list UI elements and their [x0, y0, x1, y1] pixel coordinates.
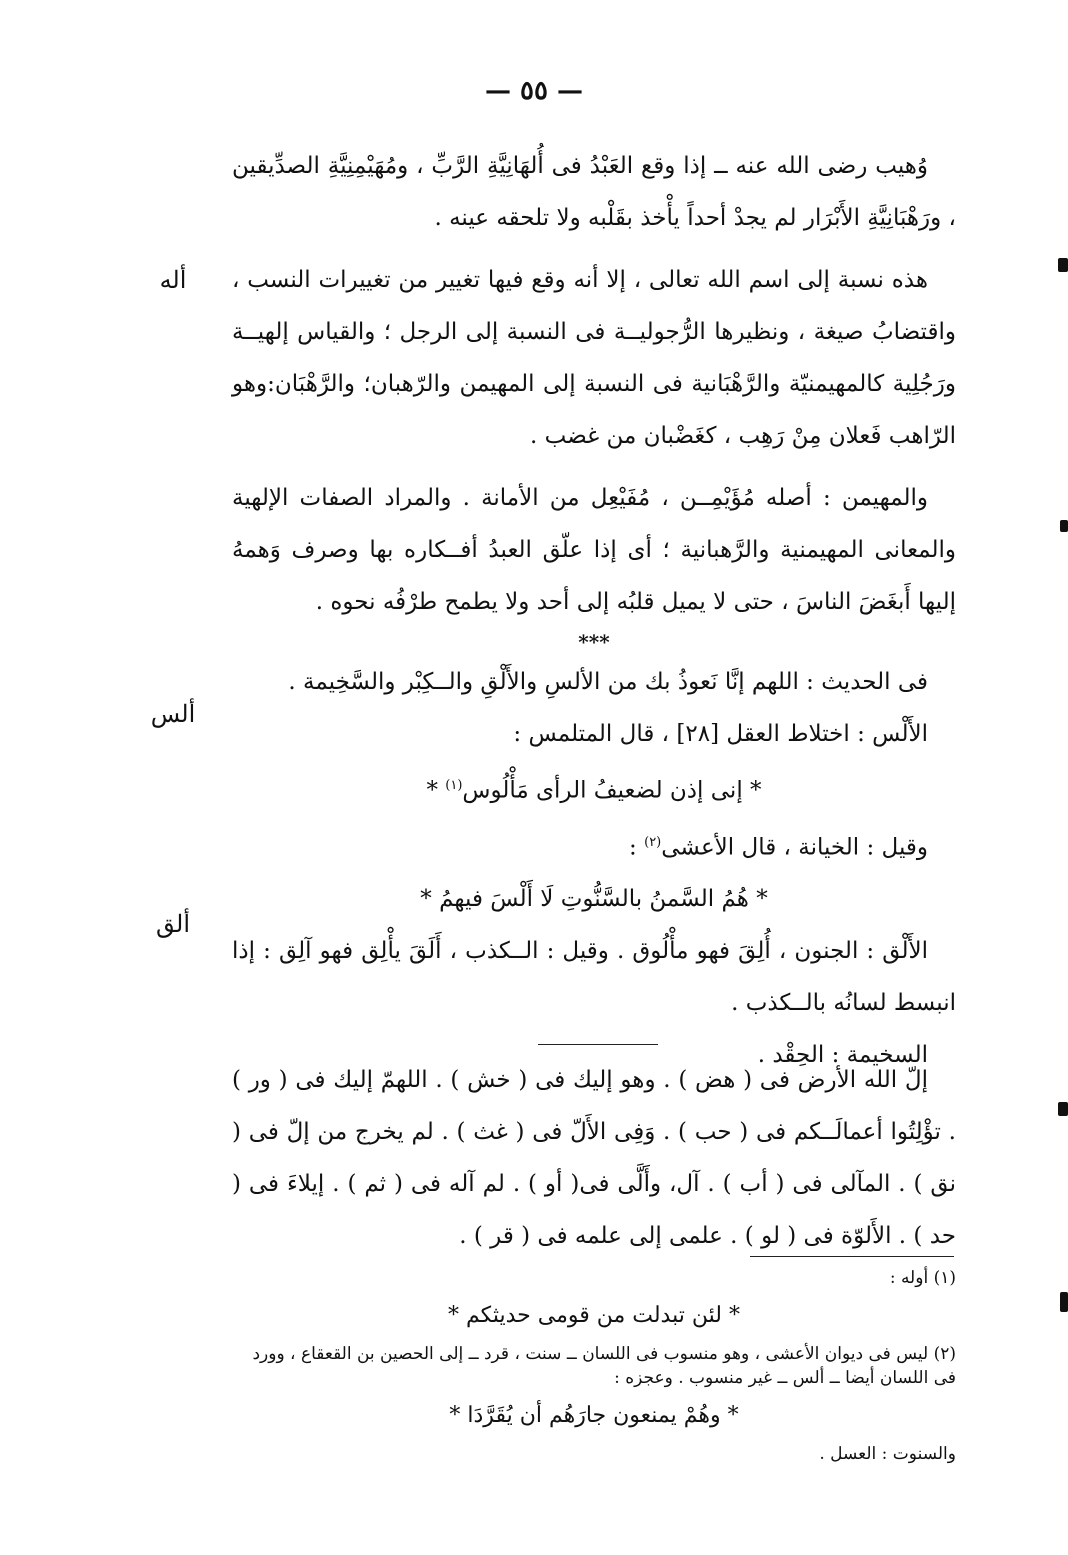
paragraph-sakhima: السخيمة : الحِقْد .: [757, 1042, 928, 1069]
paragraph-end: :: [629, 834, 645, 861]
paragraph-wuhayb: وُهيب رضى الله عنه ــ إذا وقع العَبْدُ فى أُلهَانِيَّةِ الرَّبِّ ، ومُهَيْمِنِيَّةِ الصدِّيقين ، ورَهْبَانِيَّةِ الأَبْرَار لم يجدْ أحداً يأْخذ بقَلْبه ولا تلحقه عينه .: [232, 153, 956, 231]
footnote-divider: [750, 1256, 954, 1257]
margin-keyword-alaq: ألق: [156, 910, 190, 938]
footnotes: [232, 1266, 956, 1466]
footnote-ref-2: (٢): [644, 834, 662, 850]
page-number: — ٥٥ —: [484, 76, 584, 106]
scan-edge-mark: [1060, 1292, 1068, 1312]
margin-keyword-alih: أله: [159, 266, 187, 294]
verse-asha: * هُمُ السَّمنُ بالسَّنُّوتِ لَا أَلْسَ فيهمُ *: [420, 886, 768, 913]
paragraph-alas-khiyana: [232, 817, 956, 874]
section-separator: ***: [578, 630, 610, 654]
footnote-1-verse: * لئن تبدلت من قومى حديثكم *: [448, 1303, 740, 1328]
footnote-1-label: (١) أوله :: [889, 1268, 956, 1288]
verse-end: *: [426, 777, 446, 804]
paragraph-alaq-definition: الأَلْق : الجنون ، أُلِقَ فهو مأْلُوق . وقيل : الــكذب ، أَلَقَ يأْلِق فهو آلِق : إذا انبسط لسانُه بالــكذب .: [232, 938, 956, 1017]
paragraph-alas-definition: الأَلْس : اختلاط العقل [٢٨] ، قال المتلمس :: [513, 721, 928, 747]
scan-edge-mark: [1058, 1102, 1068, 1116]
margin-keyword-alas: ألس: [150, 700, 196, 728]
footnote-2-text: (٢) ليس فى ديوان الأعشى ، وهو منسوب فى اللسان ــ سنت ، قرد ــ إلى الحصين بن القعقاع ، وورد فى اللسان أيضا ــ ألس ــ غير منسوب . وعجزه :: [252, 1344, 956, 1388]
scan-edge-mark: [1058, 258, 1068, 272]
paragraph-hadith: فى الحديث : اللهم إنَّا نَعوذُ بك من الألسِ والأَلْقِ والــكِبْر والسَّخِيمة .: [288, 669, 928, 695]
main-text: [232, 140, 956, 1081]
cross-references: [232, 1054, 956, 1262]
paragraph-alih-definition: هذه نسبة إلى اسم الله تعالى ، إلا أنه وقع فيها تغيير من تغييرات النسب ، واقتضابُ صيغة ، ونظيرها الرُّجوليــة فى النسبة إلى الرجل ؛ والقياس إلهيــة ورَجُلِية كالمهيمنيّة والرَّهْبَانية فى النسبة إلى المهيمن والرّهبان؛ والرَّهْبَان:وهو الرّاهب فَعلان مِنْ رَهِب ، كغَضْبان من غضب .: [232, 267, 956, 449]
paragraph-muhaymin: والمهيمن : أصله مُؤَيْمِــن ، مُفَيْعِل من الأمانة . والمراد الصفات الإلهية والمعانى المهيمنية والرَّهبانية ؛ أى إذا علّق العبدُ أفــكاره بها وصرف وَهمهُ إليها أَبغَضَ الناسَ ، حتى لا يميل قلبُه إلى أحد ولا يطمح طرْفُه نحوه .: [232, 485, 956, 615]
verse-text: * إنى إذن لضعيفُ الرأى مَأْلُوس: [462, 777, 762, 804]
footnote-2-verse: * وهُمْ يمنعون جارَهُم أن يُقَرَّدَا *: [449, 1403, 739, 1428]
footnote-ref-1: (١): [445, 778, 463, 793]
paragraph-text: وقيل : الخيانة ، قال الأعشى: [661, 834, 928, 861]
scan-edge-mark: [1060, 520, 1068, 532]
cross-ref-paragraph: إلّ الله الأرض فى ( هض ) . وهو إليك فى ( خش ) . اللهمّ إليك فى ( ور ) . تؤْلِتُوا أعمالَــكم فى ( حب ) . وَفِى الأَلّ فى ( غث ) . لم يخرج من إلّ فى ( نق ) . المآلى فى ( أب ) . آل، وأَلَّى فى( أو ) . لم آله فى ( ثم ) . إيلاءَ فى ( حد ) . الأَلوّة فى ( لو ) . علمى إلى علمه فى ( قر ) .: [232, 1067, 956, 1249]
verse-mutalammis: [232, 760, 956, 817]
footnote-2-after: والسنوت : العسل .: [819, 1444, 956, 1464]
cross-ref-divider: [538, 1044, 658, 1045]
